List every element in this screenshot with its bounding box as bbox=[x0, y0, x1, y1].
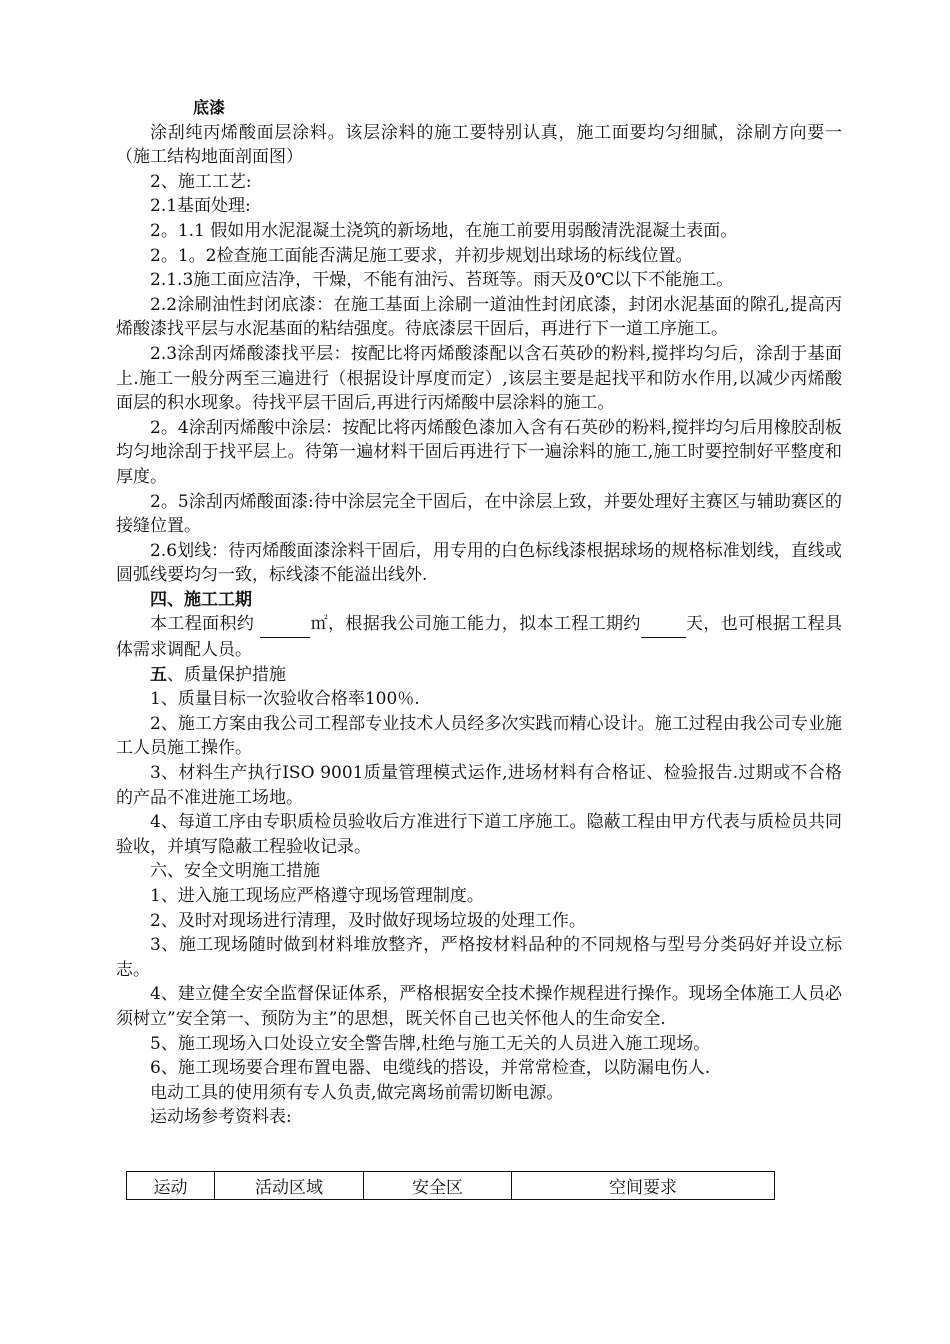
intro-paragraph: 涂刮纯丙烯酸面层涂料。该层涂料的施工要特别认真，施工面要均匀细腻，涂刷方向要一（施工结构地面剖面图） bbox=[116, 122, 842, 168]
reference-caption: 运动场参考资料表: bbox=[150, 1107, 292, 1128]
safety-item: 4、建立健全安全监督保证体系，严格根据安全技术操作规程进行操作。现场全体施工人员必须树立”安全第一、预防为主”的思想，既关怀自己也关怀他人的生命安全. bbox=[116, 984, 842, 1029]
quality-heading bbox=[116, 663, 842, 688]
schedule-heading: 四、施工工期 bbox=[150, 589, 252, 610]
safety-item: 1、进入施工现场应严格遵守现场管理制度。 bbox=[150, 886, 484, 906]
schedule-text-middle: ㎡，根据我公司施工能力，拟本工程工期约 bbox=[310, 614, 641, 635]
table-header-cell: 活动区域 bbox=[215, 1172, 364, 1200]
schedule-paragraph bbox=[116, 612, 842, 662]
quality-heading-text: 、质量保护措施 bbox=[167, 664, 286, 685]
safety-item: 5、施工现场入口处设立安全警告牌,杜绝与施工无关的人员进入施工现场。 bbox=[150, 1033, 711, 1054]
table-header-cell: 空间要求 bbox=[512, 1172, 775, 1200]
reference-table bbox=[126, 1171, 775, 1200]
process-item: 2.1.3施工面应洁净，干燥，不能有油污、苔斑等。雨天及0℃以下不能施工。 bbox=[150, 270, 734, 291]
duration-blank bbox=[641, 612, 686, 638]
safety-item: 2、及时对现场进行清理，及时做好现场垃圾的处理工作。 bbox=[150, 910, 586, 931]
schedule-text-before: 本工程面积约 bbox=[150, 614, 261, 635]
quality-heading-number: 五 bbox=[150, 664, 167, 685]
process-heading: 2、施工工艺: bbox=[150, 171, 252, 192]
process-item: 2.1基面处理: bbox=[150, 196, 251, 217]
safety-heading: 六、安全文明施工措施 bbox=[150, 861, 320, 882]
subheading: 底漆 bbox=[193, 98, 226, 117]
document-body bbox=[116, 96, 842, 1130]
quality-item: 4、每道工序由专职质检员验收后方准进行下道工序施工。隐蔽工程由甲方代表与质检员共同验收，并填写隐蔽工程验收记录。 bbox=[116, 812, 842, 857]
safety-item: 电动工具的使用须有专人负责,做完离场前需切断电源。 bbox=[150, 1082, 564, 1103]
quality-item: 1、质量目标一次验收合格率100％. bbox=[150, 689, 420, 710]
process-item: 2.2涂刷油性封闭底漆：在施工基面上涂刷一道油性封闭底漆，封闭水泥基面的隙孔,提高丙烯酸漆找平层与水泥基面的粘结强度。待底漆层干固后，再进行下一道工序施工。 bbox=[116, 294, 842, 340]
process-item: 2.3涂刮丙烯酸漆找平层：按配比将丙烯酸漆配以含石英砂的粉料,搅拌均匀后，涂刮于基面上.施工一般分两至三遍进行（根据设计厚度而定）,该层主要是起找平和防水作用,以减少丙烯酸面层的积水现象。待找平层干固后,再进行丙烯酸中层涂料的施工。 bbox=[116, 343, 842, 414]
safety-item: 6、施工现场要合理布置电器、电缆线的搭设，并常常检查，以防漏电伤人. bbox=[150, 1058, 711, 1079]
schedule-text-after: 天，也可根据工程具体需求调配人员。 bbox=[116, 614, 843, 661]
process-item: 2.6划线：待丙烯酸面漆涂料干固后，用专用的白色标线漆根据球场的规格标准划线，直线或圆弧线要均匀一致，标线漆不能溢出线外. bbox=[116, 540, 842, 586]
process-item: 2。5涂刮丙烯酸面漆:待中涂层完全干固后，在中涂层上致，并要处理好主赛区与辅助赛区的接缝位置。 bbox=[116, 491, 842, 537]
table-header-cell: 运动 bbox=[127, 1172, 215, 1200]
quality-item: 3、材料生产执行ISO 9001质量管理模式运作,进场材料有合格证、检验报告.过期或不合格的产品不准进施工场地。 bbox=[116, 763, 842, 808]
area-blank bbox=[260, 612, 310, 638]
process-item: 2。1。2检查施工面能否满足施工要求，并初步规划出球场的标线位置。 bbox=[150, 245, 693, 266]
table-header-cell: 安全区 bbox=[364, 1172, 512, 1200]
safety-item: 3、施工现场随时做到材料堆放整齐，严格按材料品种的不同规格与型号分类码好并设立标志。 bbox=[116, 935, 842, 980]
table-header-row bbox=[127, 1172, 775, 1200]
process-item: 2。4涂刮丙烯酸中涂层：按配比将丙烯酸色漆加入含有石英砂的粉料,搅拌均匀后用橡胶刮板均匀地涂刮于找平层上。待第一遍材料干固后再进行下一遍涂料的施工,施工时要控制好平整度和厚度。 bbox=[116, 417, 842, 487]
process-item: 2。1.1 假如用水泥混凝土浇筑的新场地，在施工前要用弱酸清洗混凝土表面。 bbox=[150, 220, 738, 241]
quality-item: 2、施工方案由我公司工程部专业技术人员经多次实践而精心设计。施工过程由我公司专业施工人员施工操作。 bbox=[116, 713, 842, 759]
